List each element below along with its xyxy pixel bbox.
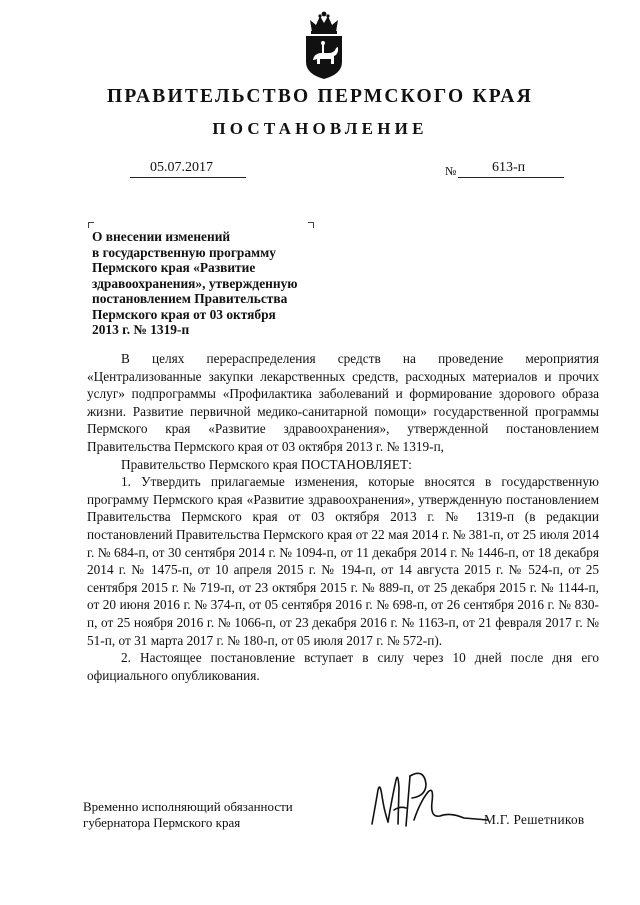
subject-corner-mark-right [308,222,314,228]
subject-corner-mark-left [88,222,94,228]
subject-line: Пермского края «Развитие [92,260,256,275]
subject-line: в государственную программу [92,244,276,260]
signatory-position [83,799,293,830]
subject-line: здравоохранения», утвержденную [92,275,298,291]
subject-line: постановлением Правительства [92,291,288,306]
number-sign: № [445,164,457,178]
document-subject [92,229,332,338]
signatory-position-line: губернатора Пермского края [83,814,241,830]
clause-1-paragraph: 1. Утвердить прилагаемые изменения, которые вносятся в государственную программу Пермского края «Развитие здравоохранения», утвержденную постановлением Правительства Пермского края от 03 октября 2013 г. № 1319-п (в редакции постановлений Правительства Пермского края от 22 мая 2014 г. № 381-п, от 25 июля 2014 г. № 684-п, от 30 сентября 2014 г. № 1094-п, от 11 декабря 2014 г. № 1446-п, от 18 декабря 2014 г. № 1475-п, от 10 апреля 2015 г. № 194-п, от 14 августа 2015 г. № 524-п, от 25 сентября 2015 г. № 719-п, от 23 октября 2015 г. № 889-п, от 25 декабря 2015 г. № 1144-п, от 20 июня 2016 г. № 374-п, от 05 сентября 2016 г. № 698-п, от 26 сентября 2016 г. № 830-п, от 25 ноября 2016 г. № 1066-п, от 23 декабря 2016 г. № 1163-п, от 21 февраля 2017 г. № 51-п, от 31 марта 2017 г. № 180-п, от 05 июля 2017 г. № 572-п). [87,474,599,648]
perm-krai-coat-of-arms-icon [300,10,348,80]
document-type-title: ПОСТАНОВЛЕНИЕ [212,119,428,138]
subject-line: Пермского края от 03 октября [92,306,276,322]
preamble-paragraph: В целях перераспределения средств на проведение мероприятия «Централизованные закупки лекарственных средств, расходных материалов и прочих услуг» подпрограммы «Профилактика заболеваний и формирование здорового образа жизни. Развитие первичной медико-санитарной помощи» государственной программы Пермского края «Развитие здравоохранения», утвержденной постановлением Правительства Пермского края от 03 октября 2013 г. № 1319-п, [87,351,599,454]
signatory-position-line: Временно исполняющий обязанности [83,799,293,814]
document-number: 613-п [492,160,526,175]
subject-line: 2013 г. № 1319-п [92,322,190,337]
handwritten-signature [354,762,494,840]
resolves-paragraph: Правительство Пермского края ПОСТАНОВЛЯЕТ: [121,456,412,472]
date-underline [130,177,246,178]
document-body [87,350,599,684]
subject-line: О внесении изменений [92,229,231,244]
signatory-name: М.Г. Решетников [484,812,585,827]
clause-2-paragraph: 2. Настоящее постановление вступает в силу через 10 дней после дня его официального опубликования. [87,650,599,683]
number-underline [458,177,564,178]
government-name: ПРАВИТЕЛЬСТВО ПЕРМСКОГО КРАЯ [107,86,533,107]
document-date: 05.07.2017 [150,160,213,175]
